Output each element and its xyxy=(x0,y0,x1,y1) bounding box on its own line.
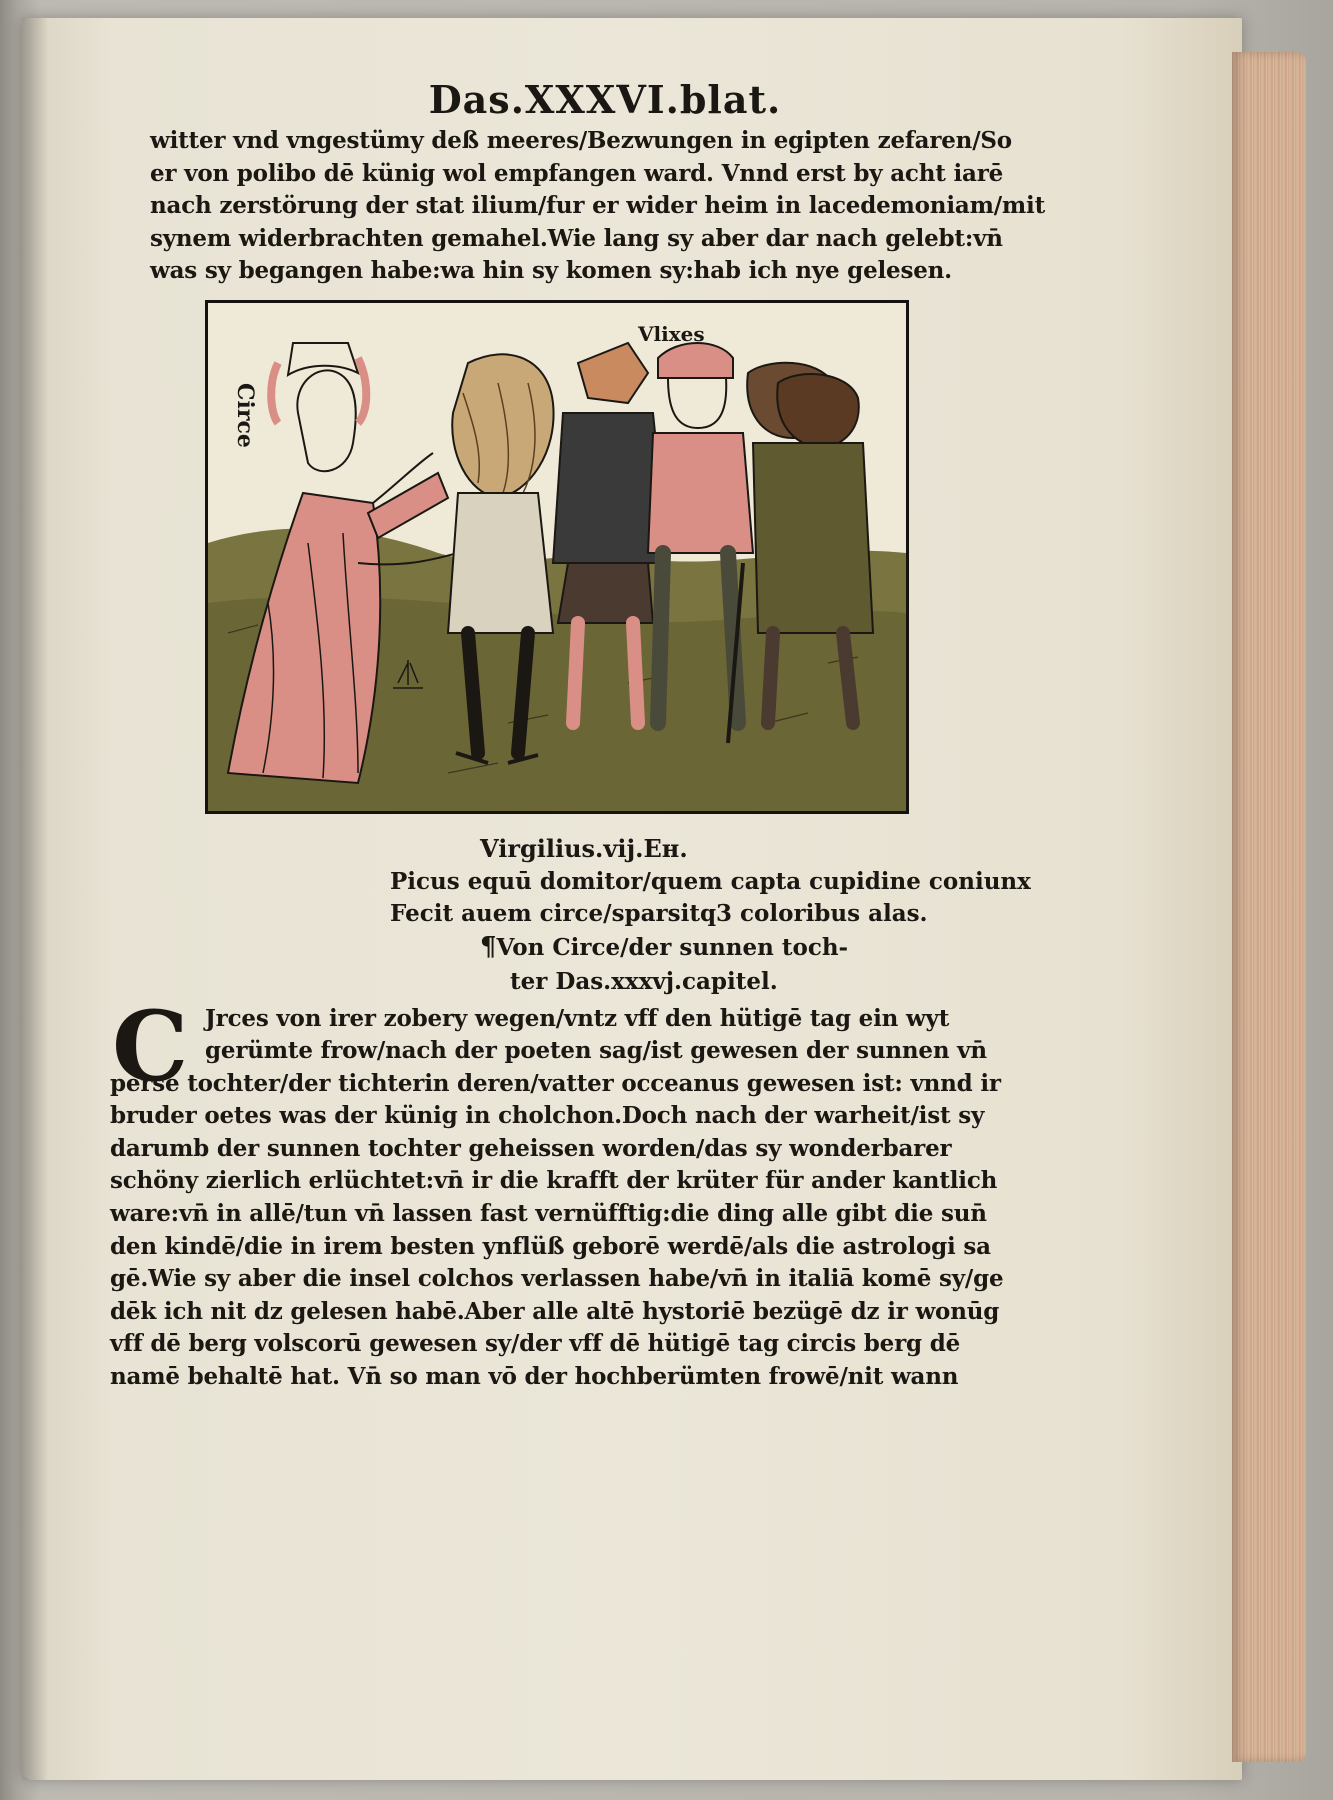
chapter-heading-line: ter Das.xxxvj.capitel. xyxy=(510,967,778,995)
page-gutter-shadow xyxy=(22,18,48,1780)
intro-text xyxy=(150,125,1046,288)
text-line: den kindē/die in irem besten ynflüß geborē werdē/als die astrologi sa xyxy=(110,1232,991,1260)
chapter-heading-line xyxy=(480,930,980,965)
text-line: Jrces von irer zobery wegen/vntz vff den hütigē tag ein wyt xyxy=(205,1004,950,1032)
page-stack-edge xyxy=(1232,52,1306,1762)
decorated-initial: C xyxy=(112,989,189,1103)
text-line: nach zerstörung der stat ilium/fur er wider heim in lacedemoniam/mit xyxy=(150,192,1046,219)
woodcut-label-circe: Circe xyxy=(232,382,258,448)
text-line: synem widerbrachten gemahel.Wie lang sy aber dar nach gelebt:vn̄ xyxy=(150,224,1003,252)
text-line: vff dē berg volscorū gewesen sy/der vff dē hütigē tag circis berg dē xyxy=(110,1330,961,1358)
text-line: gē.Wie sy aber die insel colchos verlassen habe/vn̄ in italiā komē sy/ge xyxy=(110,1265,1004,1293)
caption-title: Virgilius.vij.Ен. xyxy=(480,833,688,863)
text-line: dēk ich nit dz gelesen habē.Aber alle altē hystoriē bezügē dz ir wonūg xyxy=(110,1297,1000,1325)
page-headline: Das.XXXVI.blat. xyxy=(428,77,782,122)
verse-line: Picus equū domitor/quem capta cupidine coniunx xyxy=(390,867,1031,895)
woodcut-illustration xyxy=(205,300,909,814)
text-line: perse tochter/der tichterin deren/vatter occeanus gewesen ist: vnnd ir xyxy=(110,1069,1001,1097)
pilcrow-icon: ¶ xyxy=(480,931,497,962)
text-line: was sy begangen habe:wa hin sy komen sy:hab ich nye gelesen. xyxy=(150,257,952,284)
chapter-heading xyxy=(150,930,980,999)
latin-verse xyxy=(150,866,1031,930)
page-content xyxy=(110,75,1046,1394)
chapter-heading-text: Von Circe/der sunnen toch- xyxy=(496,933,849,961)
text-line: bruder oetes was der künig in cholchon.Doch nach der warheit/ist sy xyxy=(110,1102,985,1130)
text-line: ware:vn̄ in allē/tun vn̄ lassen fast vernüfftig:die ding alle gibt die sun̄ xyxy=(110,1200,987,1228)
chapter-body xyxy=(110,989,1004,1394)
woodcut-label-ulysses: Vlixes xyxy=(638,321,705,346)
text-line: er von polibo dē künig wol empfangen ward. Vnnd erst by acht iarē xyxy=(150,159,1004,187)
text-line: namē behaltē hat. Vn̄ so man vō der hochberümten frowē/nit wann xyxy=(110,1363,959,1391)
woodcut-drawing xyxy=(208,303,906,811)
verse-line: Fecit auem circe/sparsitq3 coloribus alas. xyxy=(390,899,928,927)
text-line: schöny zierlich erlüchtet:vn̄ ir die krafft der krüter für ander kantlich xyxy=(110,1167,998,1195)
text-line: gerümte frow/nach der poeten sag/ist gewesen der sunnen vn̄ xyxy=(205,1037,987,1065)
text-line: witter vnd vngestümy deß meeres/Bezwungen in egipten zefaren/So xyxy=(150,127,1012,154)
text-line: darumb der sunnen tochter geheissen worden/das sy wonderbarer xyxy=(110,1134,952,1162)
